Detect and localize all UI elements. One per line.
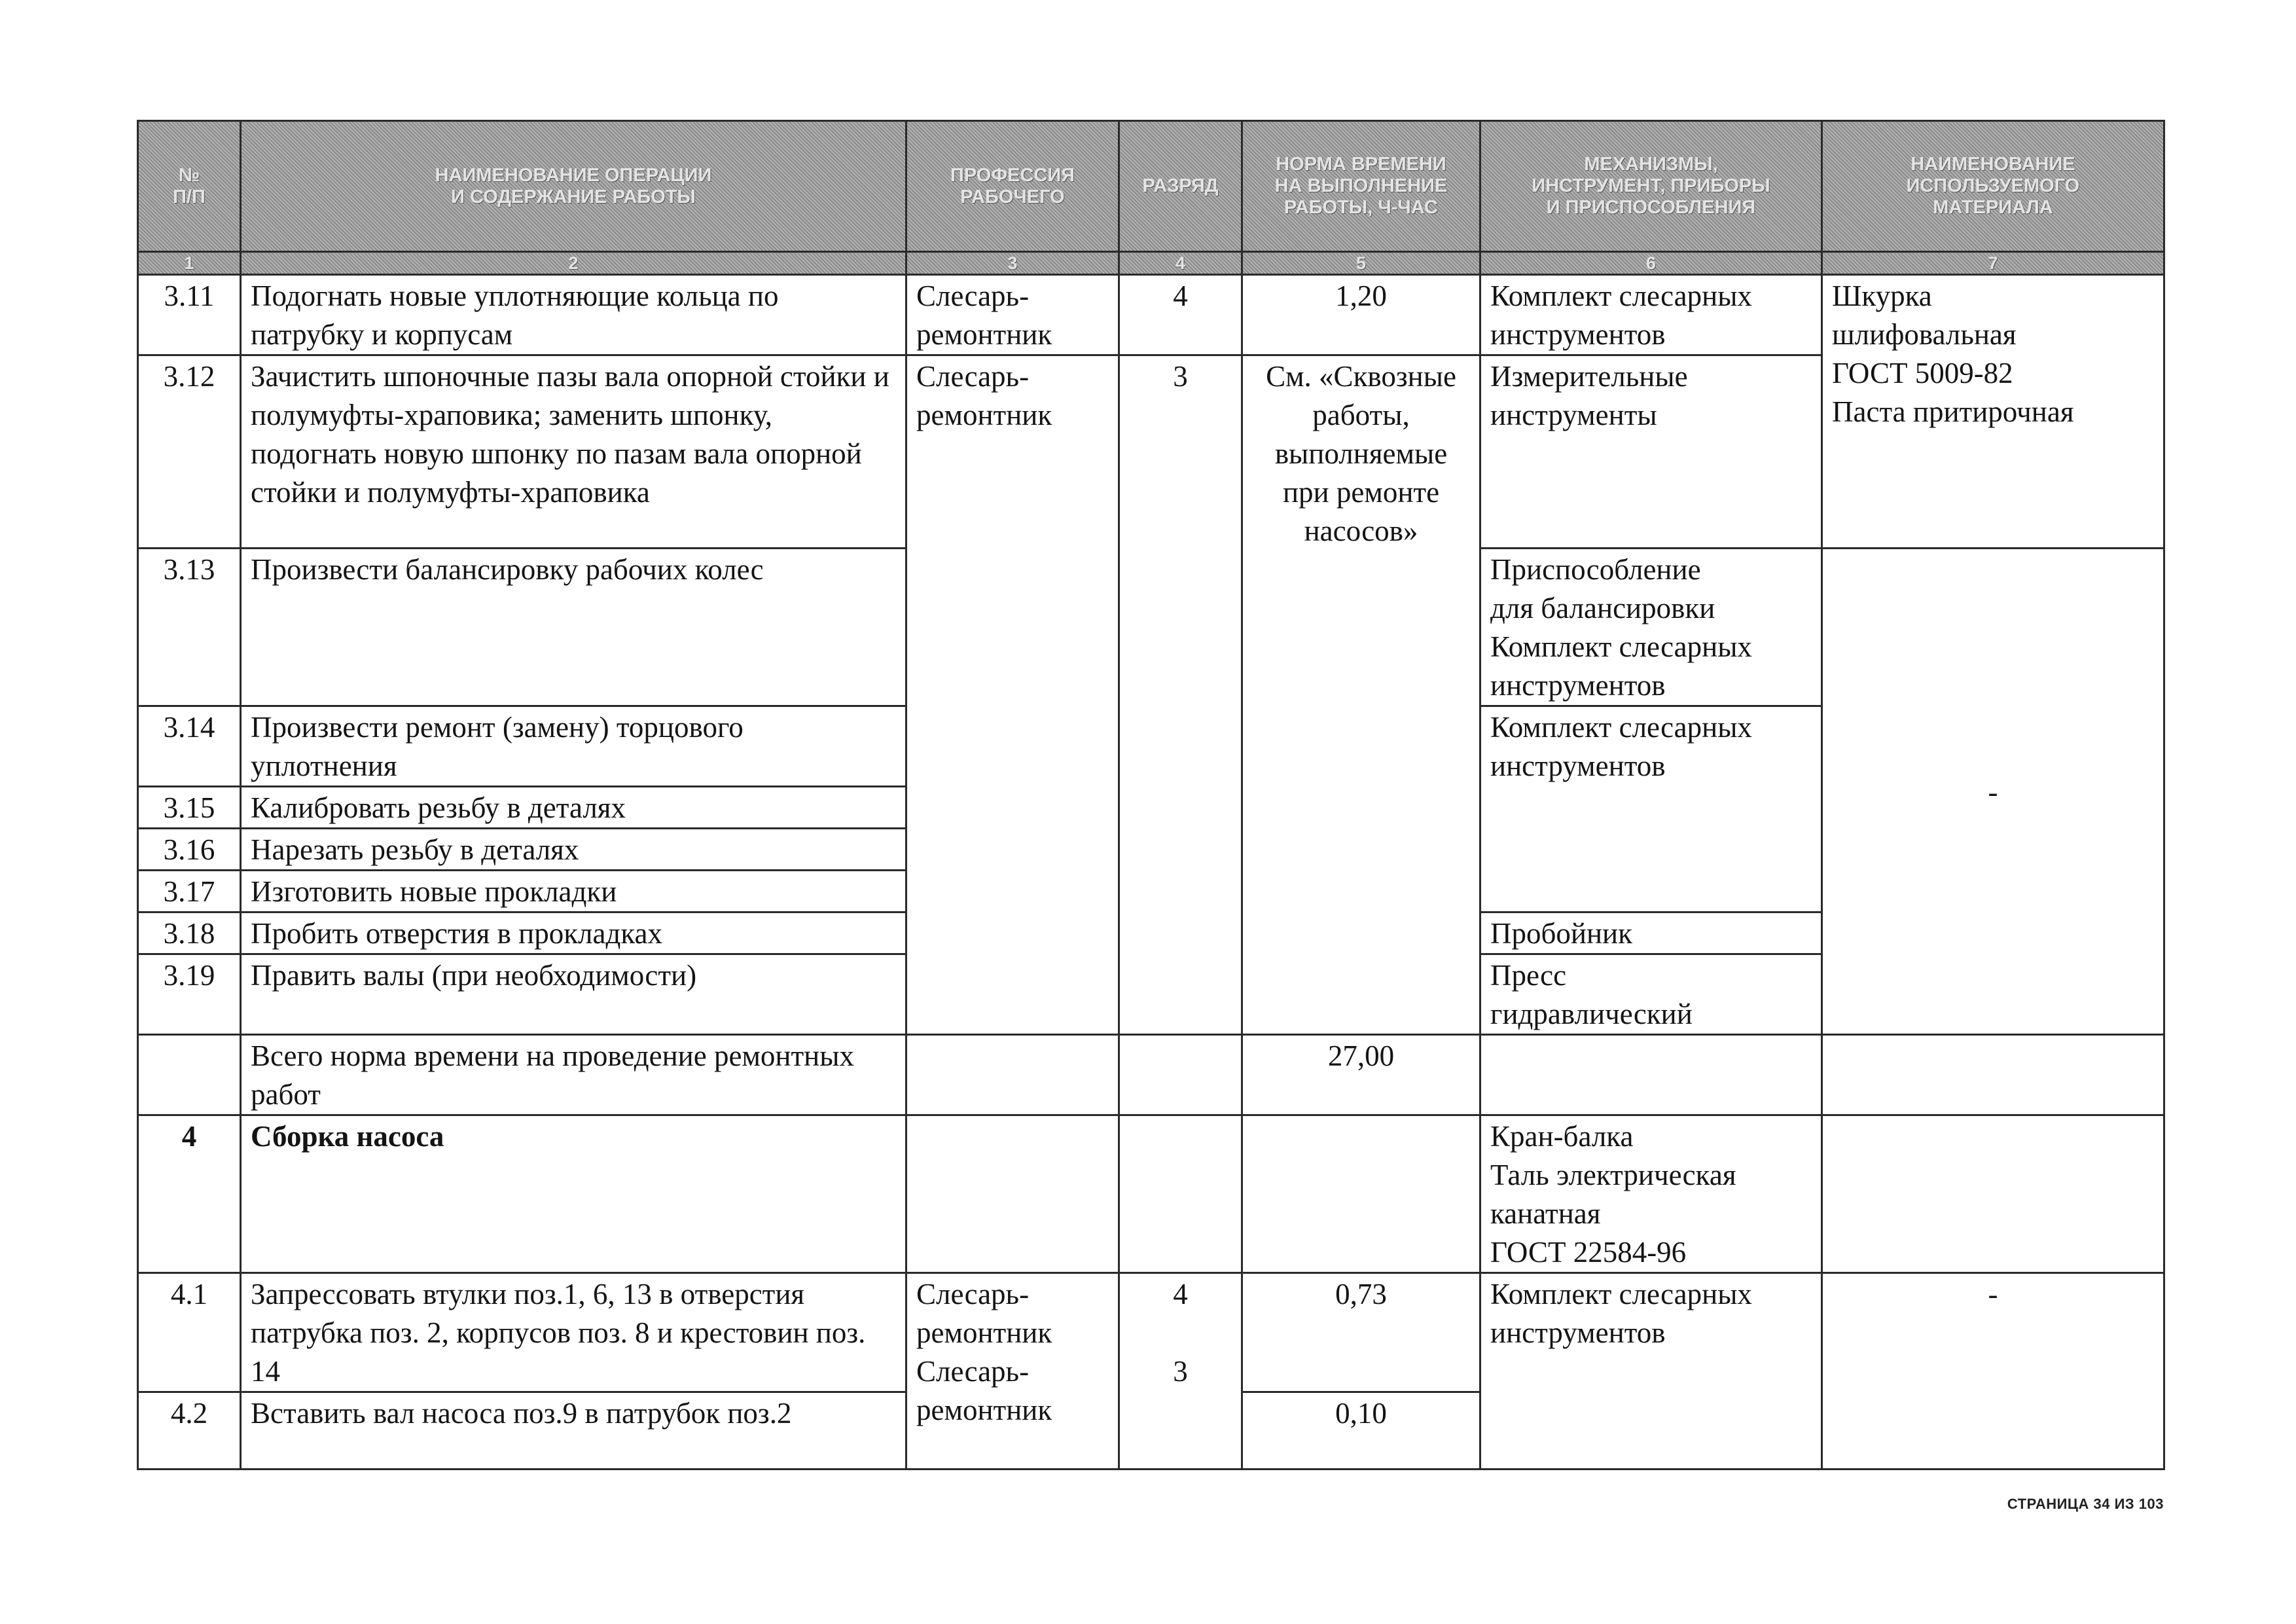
header-grade: РАЗРЯД — [1119, 121, 1242, 252]
total-row — [138, 1035, 2164, 1115]
profession-empty — [906, 1035, 1119, 1115]
operation-text: Произвести балансировку рабочих колес — [241, 549, 906, 706]
operation-text: Зачистить шпоночные пазы вала опорной стойки и полумуфты-храповика; заменить шпонку, подогнать новую шпонку по пазам вала опорной стойки и полумуфты-храповика — [241, 355, 906, 549]
profession-empty — [906, 1115, 1119, 1273]
tools-cell: Пробойник — [1480, 912, 1822, 954]
grade-cell: 4 — [1119, 275, 1242, 355]
header-material: НАИМЕНОВАНИЕ ИСПОЛЬЗУЕМОГО МАТЕРИАЛА — [1822, 121, 2164, 252]
row-number: 3.16 — [138, 829, 241, 871]
material-empty — [1822, 1035, 2164, 1115]
tools-cell: Кран-балка Таль электрическая канатная ГОСТ 22584-96 — [1480, 1115, 1822, 1273]
time-norm-empty — [1242, 1115, 1480, 1273]
material-cell: - — [1822, 549, 2164, 1035]
page-number: СТРАНИЦА 34 ИЗ 103 — [2007, 1496, 2164, 1512]
header-row — [138, 121, 2164, 252]
grade-cell: 4 3 — [1119, 1273, 1242, 1470]
grade-empty — [1119, 1035, 1242, 1115]
header-number-3: 3 — [906, 252, 1119, 275]
header-profession: ПРОФЕССИЯ РАБОЧЕГО — [906, 121, 1119, 252]
time-norm-cell: 0,73 — [1242, 1273, 1480, 1392]
row-number: 4.1 — [138, 1273, 241, 1392]
operations-table — [137, 120, 2165, 1470]
row-number: 3.18 — [138, 912, 241, 954]
header-number-1: 1 — [138, 252, 241, 275]
header-time-norm: НОРМА ВРЕМЕНИ НА ВЫПОЛНЕНИЕ РАБОТЫ, Ч-ЧАС — [1242, 121, 1480, 252]
profession-cell: Слесарь- ремонтник — [906, 275, 1119, 355]
operation-text: Вставить вал насоса поз.9 в патрубок поз.2 — [241, 1392, 906, 1470]
header-num: № П/П — [138, 121, 241, 252]
profession-cell: Слесарь- ремонтник Слесарь- ремонтник — [906, 1273, 1119, 1470]
tools-cell: Комплект слесарных инструментов — [1480, 1273, 1822, 1470]
row-number: 3.11 — [138, 275, 241, 355]
row-number: 3.13 — [138, 549, 241, 706]
tools-cell: Комплект слесарных инструментов — [1480, 275, 1822, 355]
tools-cell: Измерительные инструменты — [1480, 355, 1822, 549]
table-row — [138, 275, 2164, 355]
material-cell: Шкурка шлифовальная ГОСТ 5009-82 Паста притирочная — [1822, 275, 2164, 549]
profession-cell: Слесарь- ремонтник — [906, 355, 1119, 1035]
grade-empty — [1119, 1115, 1242, 1273]
row-number: 3.19 — [138, 954, 241, 1035]
row-number: 3.12 — [138, 355, 241, 549]
time-norm-cell: 0,10 — [1242, 1392, 1480, 1470]
row-number: 3.17 — [138, 871, 241, 912]
operation-text: Изготовить новые прокладки — [241, 871, 906, 912]
header-number-4: 4 — [1119, 252, 1242, 275]
grade-cell: 3 — [1119, 355, 1242, 1035]
operation-text: Подогнать новые уплотняющие кольца по патрубку и корпусам — [241, 275, 906, 355]
header-number-6: 6 — [1480, 252, 1822, 275]
section-title: Сборка насоса — [241, 1115, 906, 1273]
total-time-norm: 27,00 — [1242, 1035, 1480, 1115]
time-norm-cell: 1,20 — [1242, 275, 1480, 355]
header-operation: НАИМЕНОВАНИЕ ОПЕРАЦИИ И СОДЕРЖАНИЕ РАБОТЫ — [241, 121, 906, 252]
material-empty — [1822, 1115, 2164, 1273]
row-number: 3.14 — [138, 706, 241, 787]
tools-cell: Комплект слесарных инструментов — [1480, 706, 1822, 912]
operation-text: Пробить отверстия в прокладках — [241, 912, 906, 954]
row-number: 3.15 — [138, 787, 241, 829]
operation-text: Править валы (при необходимости) — [241, 954, 906, 1035]
header-number-row — [138, 252, 2164, 275]
material-cell: - — [1822, 1273, 2164, 1470]
time-norm-cell: См. «Сквозные работы, выполняемые при ремонте насосов» — [1242, 355, 1480, 1035]
row-number-empty — [138, 1035, 241, 1115]
section-row — [138, 1115, 2164, 1273]
header-tools: МЕХАНИЗМЫ, ИНСТРУМЕНТ, ПРИБОРЫ И ПРИСПОСОБЛЕНИЯ — [1480, 121, 1822, 252]
operation-text: Запрессовать втулки поз.1, 6, 13 в отверстия патрубка поз. 2, корпусов поз. 8 и крестовин поз. 14 — [241, 1273, 906, 1392]
tools-cell: Приспособление для балансировки Комплект слесарных инструментов — [1480, 549, 1822, 706]
row-number: 4.2 — [138, 1392, 241, 1470]
header-number-5: 5 — [1242, 252, 1480, 275]
header-number-7: 7 — [1822, 252, 2164, 275]
table-row — [138, 1273, 2164, 1392]
operation-text: Произвести ремонт (замену) торцового уплотнения — [241, 706, 906, 787]
operation-text: Калибровать резьбу в деталях — [241, 787, 906, 829]
tools-empty — [1480, 1035, 1822, 1115]
tools-cell: Пресс гидравлический — [1480, 954, 1822, 1035]
total-label: Всего норма времени на проведение ремонтных работ — [241, 1035, 906, 1115]
header-number-2: 2 — [241, 252, 906, 275]
section-number: 4 — [138, 1115, 241, 1273]
operation-text: Нарезать резьбу в деталях — [241, 829, 906, 871]
